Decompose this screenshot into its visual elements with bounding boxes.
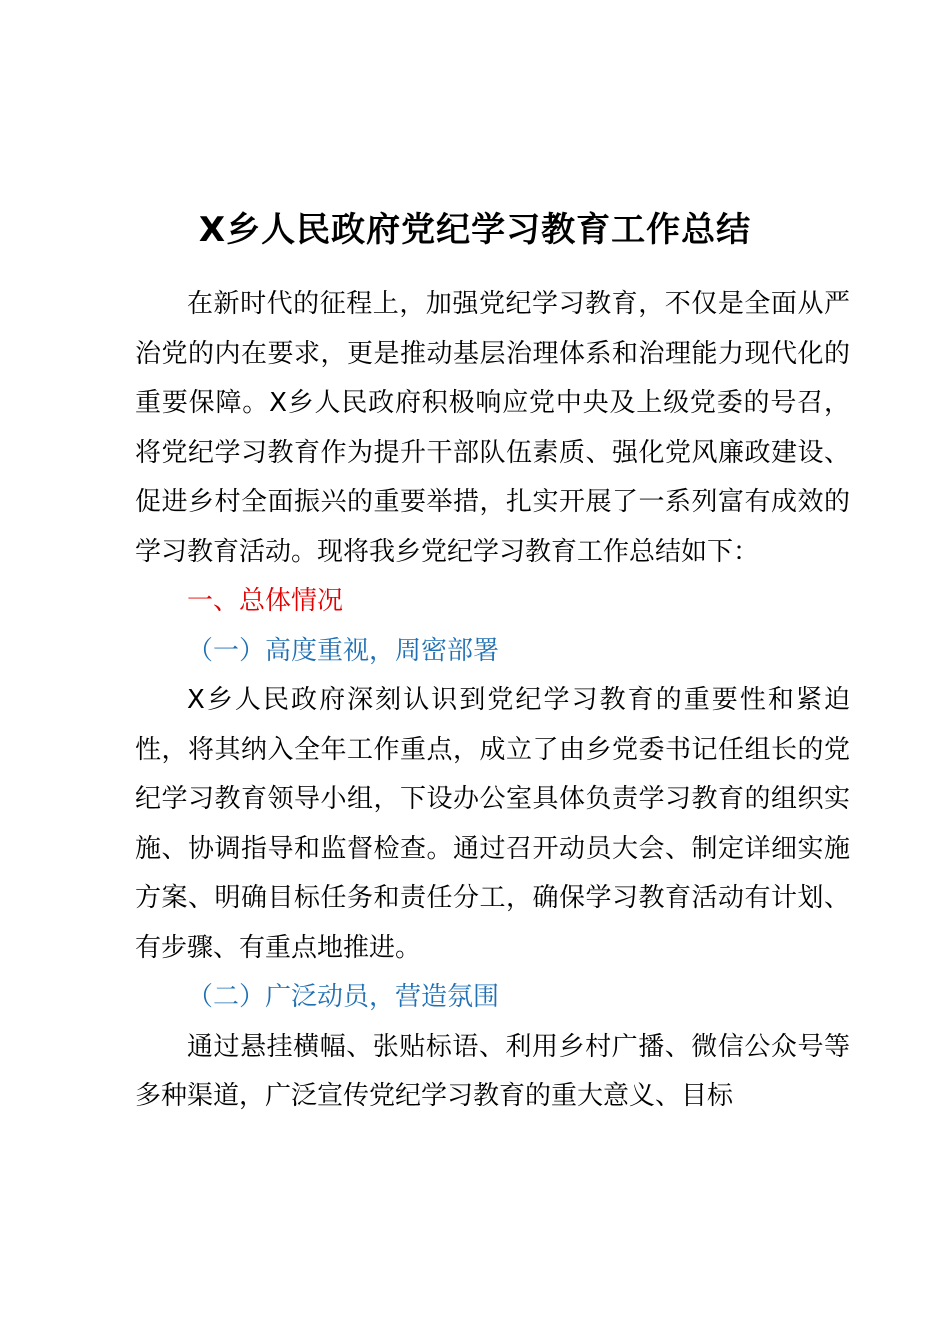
subsection-2-paragraph: 通过悬挂横幅、张贴标语、利用乡村广播、微信公众号等多种渠道，广泛宣传党纪学习教育的重大意义、目标 bbox=[135, 1031, 850, 1111]
subsection-heading-1: （一）高度重视，周密部署 bbox=[187, 635, 500, 666]
document-title: X乡人民政府党纪学习教育工作总结 bbox=[198, 210, 752, 250]
intro-paragraph: 在新时代的征程上，加强党纪学习教育，不仅是全面从严治党的内在要求，更是推动基层治理体系和治理能力现代化的重要保障。X乡人民政府积极响应党中央及上级党委的号召，将党纪学习教育作为提升干部队伍素质、强化党风廉政建设、促进乡村全面振兴的重要举措，扎实开展了一系列富有成效的学习教育活动。现将我乡党纪学习教育工作总结如下： bbox=[135, 289, 850, 567]
document-body bbox=[135, 280, 850, 1122]
subsection-1-paragraph: X乡人民政府深刻认识到党纪学习教育的重要性和紧迫性，将其纳入全年工作重点，成立了由乡党委书记任组长的党纪学习教育领导小组，下设办公室具体负责学习教育的组织实施、协调指导和监督检查。通过召开动员大会、制定详细实施方案、明确目标任务和责任分工，确保学习教育活动有计划、有步骤、有重点地推进。 bbox=[135, 685, 850, 963]
subsection-heading-2: （二）广泛动员，营造氛围 bbox=[187, 982, 500, 1012]
section-heading-overall: 一、总体情况 bbox=[187, 586, 344, 616]
